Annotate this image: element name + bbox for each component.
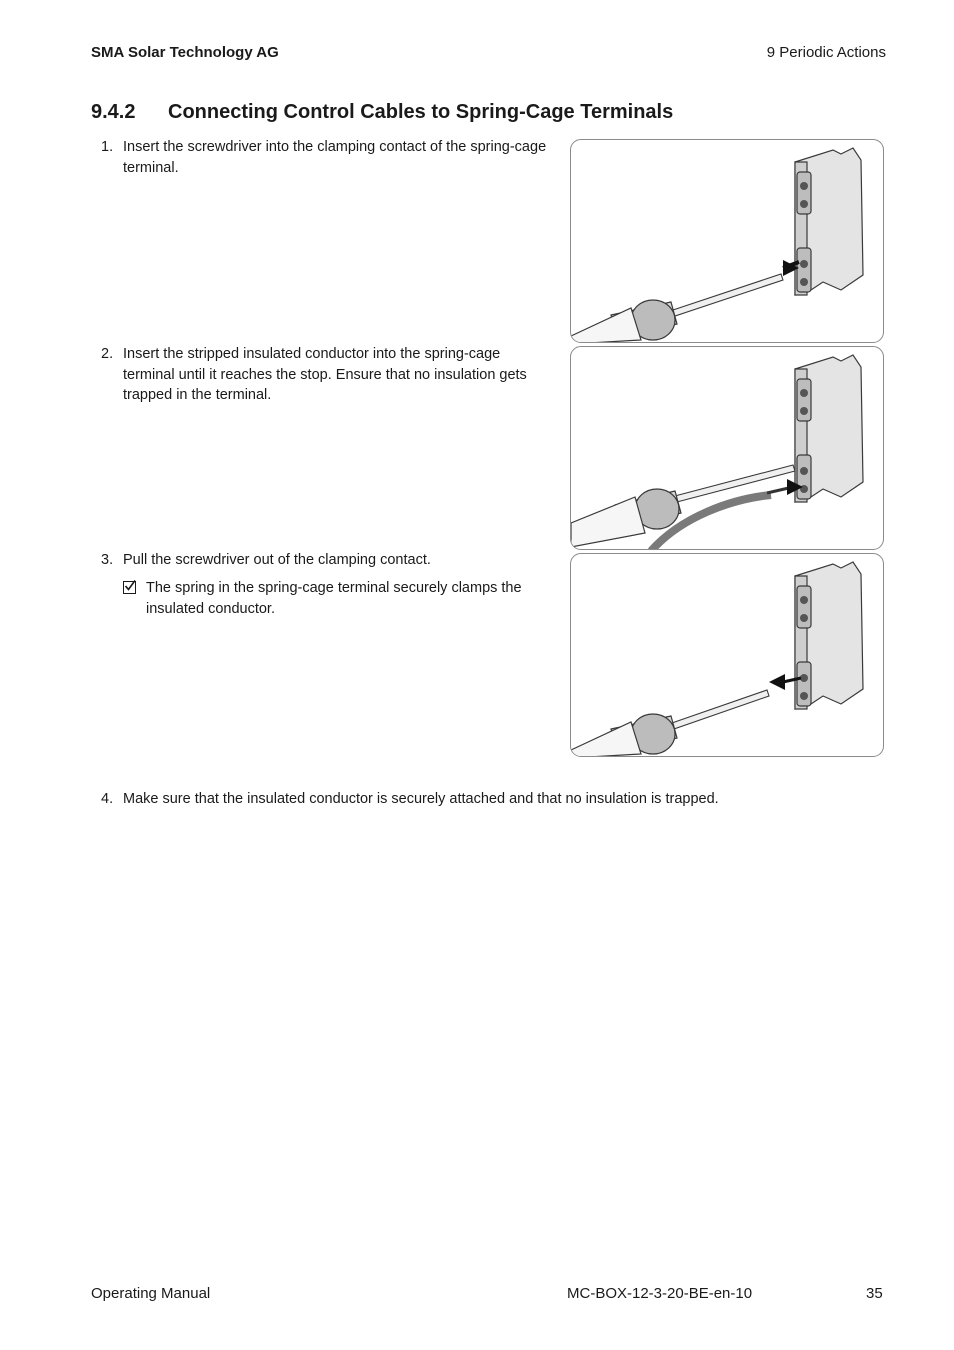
section-heading: [91, 101, 673, 124]
figure-remove-screwdriver: [570, 553, 884, 757]
step-text-line: terminal until it reaches the stop. Ensure that no insulation gets: [123, 366, 527, 383]
step-text-line: Pull the screwdriver out of the clamping contact.: [123, 552, 431, 568]
step-text-line: Make sure that the insulated conductor is securely attached and that no insulation is trapped.: [123, 791, 719, 807]
step-2: [101, 344, 561, 409]
step-4: [101, 789, 881, 813]
header-chapter: 9 Periodic Actions: [766, 44, 886, 61]
conductor-insert-illustration: [571, 347, 884, 550]
step-text-line: Insert the stripped insulated conductor into the spring-cage: [123, 346, 501, 362]
step-text-line: trapped in the terminal.: [123, 387, 272, 403]
figure-insert-screwdriver: [570, 139, 884, 343]
step-number: 3.: [101, 552, 114, 568]
step-text-line: terminal.: [123, 159, 179, 176]
step-text-line: Insert the screwdriver into the clamping contact of the spring-cage: [123, 139, 547, 155]
section-number: 9.4.2: [91, 101, 136, 123]
footer-manual: Operating Manual: [91, 1285, 211, 1302]
screwdriver-remove-illustration: [571, 554, 884, 757]
step-result: [123, 578, 563, 623]
footer-page-number: 35: [866, 1285, 883, 1302]
step-number: 1.: [101, 139, 114, 155]
result-text-line: insulated conductor.: [146, 600, 275, 617]
header-company: SMA Solar Technology AG: [91, 44, 279, 61]
screwdriver-insert-illustration: [571, 140, 884, 343]
figure-insert-conductor: [570, 346, 884, 550]
step-number: 2.: [101, 346, 114, 362]
result-text-line: The spring in the spring-cage terminal securely clamps the: [146, 580, 522, 596]
step-3: [101, 550, 561, 574]
step-1: [101, 137, 561, 182]
checkbox-checked-icon: [123, 581, 136, 594]
footer-doc-id: MC-BOX-12-3-20-BE-en-10: [567, 1285, 753, 1302]
step-number: 4.: [101, 791, 114, 807]
section-title: Connecting Control Cables to Spring-Cage Terminals: [168, 101, 674, 123]
